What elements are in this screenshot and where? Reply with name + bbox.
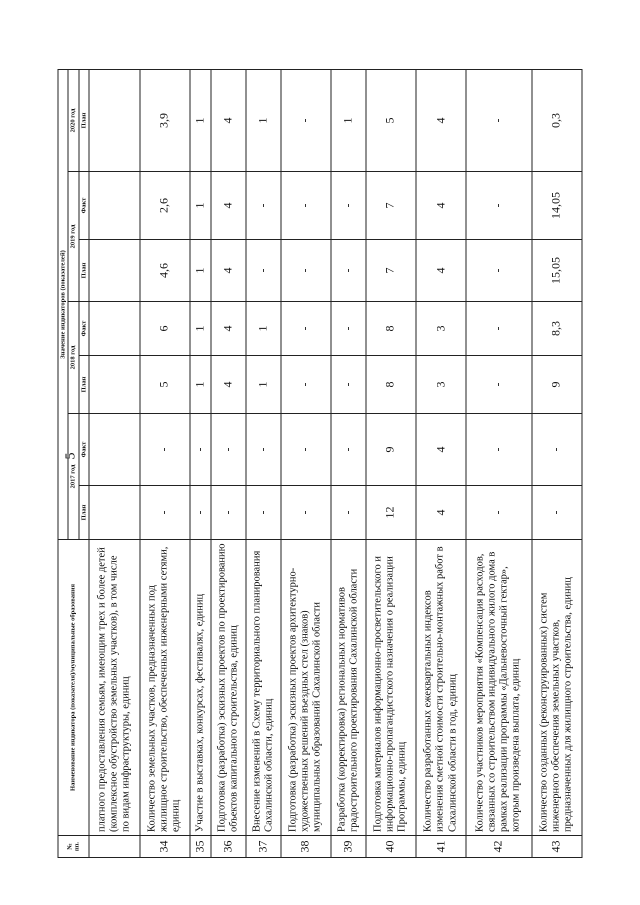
indicator-value: 3 [416, 302, 466, 356]
indicator-value: 4 [416, 240, 466, 302]
row-number [89, 836, 139, 858]
table-row [466, 69, 532, 857]
indicator-value: 4 [211, 356, 246, 414]
table-row [416, 69, 466, 857]
indicator-value: 15,05 [532, 240, 582, 302]
indicator-value: 0,3 [532, 69, 582, 171]
table-row [532, 69, 582, 857]
indicator-value: - [466, 172, 532, 240]
indicator-table-page [58, 70, 583, 858]
indicator-value: - [281, 172, 331, 240]
indicator-value: - [281, 414, 331, 486]
indicator-value: - [281, 69, 331, 171]
row-number: 43 [532, 836, 582, 858]
indicator-value: 1 [246, 356, 281, 414]
indicator-value: 4 [416, 69, 466, 171]
row-number: 41 [416, 836, 466, 858]
indicator-value: 4 [416, 172, 466, 240]
indicator-value [89, 356, 139, 414]
indicator-name: Внесение изменений в Схему территориального планирования Сахалинской области, единиц [246, 540, 281, 836]
indicator-value: 7 [366, 240, 416, 302]
indicator-value: - [532, 486, 582, 540]
indicator-value: 1 [190, 240, 212, 302]
indicator-value: 5 [140, 356, 190, 414]
indicator-name: Подготовка (разработка) эскизных проектов по проектированию объектов капитального строительства, единиц [211, 540, 246, 836]
indicator-value: 9 [366, 414, 416, 486]
indicator-value: 3,9 [140, 69, 190, 171]
indicator-value: - [246, 172, 281, 240]
indicator-value: 3 [416, 356, 466, 414]
indicator-name: Количество земельных участков, предназначенных под жилищное строительство, обеспеченных инженерными сетями, единиц [140, 540, 190, 836]
indicator-value: 6 [140, 302, 190, 356]
indicator-value: - [466, 486, 532, 540]
header-fact: Факт [79, 414, 89, 486]
indicator-value: 4 [416, 486, 466, 540]
indicator-value: - [466, 414, 532, 486]
indicator-value: 4 [416, 414, 466, 486]
row-number: 42 [466, 836, 532, 858]
header-group: Значение индикаторов (показателей) [58, 69, 68, 539]
indicator-value [89, 302, 139, 356]
row-number: 36 [211, 836, 246, 858]
row-number: 39 [331, 836, 366, 858]
indicator-value: 1 [246, 302, 281, 356]
table-row [331, 69, 366, 857]
indicator-value: - [466, 240, 532, 302]
table-row [211, 69, 246, 857]
indicator-value: 4 [211, 302, 246, 356]
indicator-value: - [331, 486, 366, 540]
indicator-value: - [140, 486, 190, 540]
indicator-value: - [246, 414, 281, 486]
indicator-value: - [331, 414, 366, 486]
header-plan: План [79, 240, 89, 302]
indicator-value [89, 486, 139, 540]
indicator-value: 2,6 [140, 172, 190, 240]
indicator-value: 4,6 [140, 240, 190, 302]
indicator-value: - [211, 486, 246, 540]
indicator-value: - [211, 414, 246, 486]
header-fact: Факт [79, 302, 89, 356]
indicator-value: 8,3 [532, 302, 582, 356]
indicator-value: 4 [211, 172, 246, 240]
indicator-value: - [281, 486, 331, 540]
indicator-name: Количество созданных (реконструированных) систем инженерного обеспечения земельных участков, предназначенных для жилищного строительства, единиц [532, 540, 582, 836]
header-year-2019: 2019 год [68, 172, 78, 302]
indicator-value [89, 69, 139, 171]
header-plan: План [79, 69, 89, 171]
indicator-value: 1 [246, 69, 281, 171]
indicator-value [89, 240, 139, 302]
indicator-value: 8 [366, 356, 416, 414]
header-num: № пп. [58, 836, 89, 858]
indicator-value: - [331, 302, 366, 356]
indicator-value: 4 [211, 69, 246, 171]
indicator-value: 9 [532, 356, 582, 414]
indicator-value: - [281, 356, 331, 414]
header-indicator: Наименование индикатора (показателя)/муниципальные образования [58, 540, 89, 836]
indicator-value [89, 414, 139, 486]
page-number: 5 [63, 452, 79, 460]
indicator-value: 1 [190, 69, 212, 171]
indicator-value: - [532, 414, 582, 486]
indicator-name: Количество участников мероприятия «Компенсация расходов, связанных со строительством индивидуального жилого дома в рамках реализации программы «Дальневосточный гектар», которым произведена выплата, единиц [466, 540, 532, 836]
table-row [140, 69, 190, 857]
indicator-value: 1 [190, 172, 212, 240]
table-row [190, 69, 212, 857]
table-row [89, 69, 139, 857]
indicator-name: Разработка (корректировка) региональных нормативов градостроительного проектирования Сахалинской области [331, 540, 366, 836]
header-year-2018: 2018 год [68, 302, 78, 414]
header-year-2020: 2020 год [68, 69, 78, 171]
indicator-value: - [281, 240, 331, 302]
indicator-name: платного предоставления семьям, имеющим трех и более детей (комплексное обустройство земельных участков), в том числе по видам инфраструктуры, единиц [89, 540, 139, 836]
indicator-name: Подготовка (разработка) эскизных проектов архитектурно-художественных решений въездных стел (знаков) муниципальных образований Сахалинской области [281, 540, 331, 836]
indicator-name: Участие в выставках, конкурсах, фестивалях, единиц [190, 540, 212, 836]
row-number: 38 [281, 836, 331, 858]
indicator-value: 1 [190, 356, 212, 414]
indicator-value: - [331, 356, 366, 414]
indicator-value: 1 [190, 302, 212, 356]
indicator-value: - [140, 414, 190, 486]
indicator-value: 8 [366, 302, 416, 356]
header-plan: План [79, 356, 89, 414]
header-year-2017: 2017 год [68, 414, 78, 540]
indicator-value: 1 [331, 69, 366, 171]
table-row [246, 69, 281, 857]
indicator-value: 4 [211, 240, 246, 302]
header-plan: План [79, 486, 89, 540]
indicator-value: - [190, 486, 212, 540]
table-row [281, 69, 331, 857]
row-number: 37 [246, 836, 281, 858]
indicator-name: Подготовка материалов информационно-просветительского и информационно-пропагандистского назначения о реализации Программы, единиц [366, 540, 416, 836]
indicator-value: - [246, 486, 281, 540]
indicator-value: - [331, 240, 366, 302]
indicator-value: - [281, 302, 331, 356]
row-number: 35 [190, 836, 212, 858]
indicator-value: - [246, 240, 281, 302]
indicator-value: - [331, 172, 366, 240]
indicator-value: 14,05 [532, 172, 582, 240]
row-number: 34 [140, 836, 190, 858]
indicator-value: - [190, 414, 212, 486]
indicator-name: Количество разработанных ежеквартальных индексов изменения сметной стоимости строительно-монтажных работ в Сахалинской области в год, единиц [416, 540, 466, 836]
indicator-value: 5 [366, 69, 416, 171]
indicator-value [89, 172, 139, 240]
indicator-value: - [466, 356, 532, 414]
indicator-value: - [466, 69, 532, 171]
indicator-value: 12 [366, 486, 416, 540]
indicator-value: - [466, 302, 532, 356]
indicator-table [58, 69, 583, 858]
table-row [366, 69, 416, 857]
row-number: 40 [366, 836, 416, 858]
indicator-value: 7 [366, 172, 416, 240]
header-fact: Факт [79, 172, 89, 240]
